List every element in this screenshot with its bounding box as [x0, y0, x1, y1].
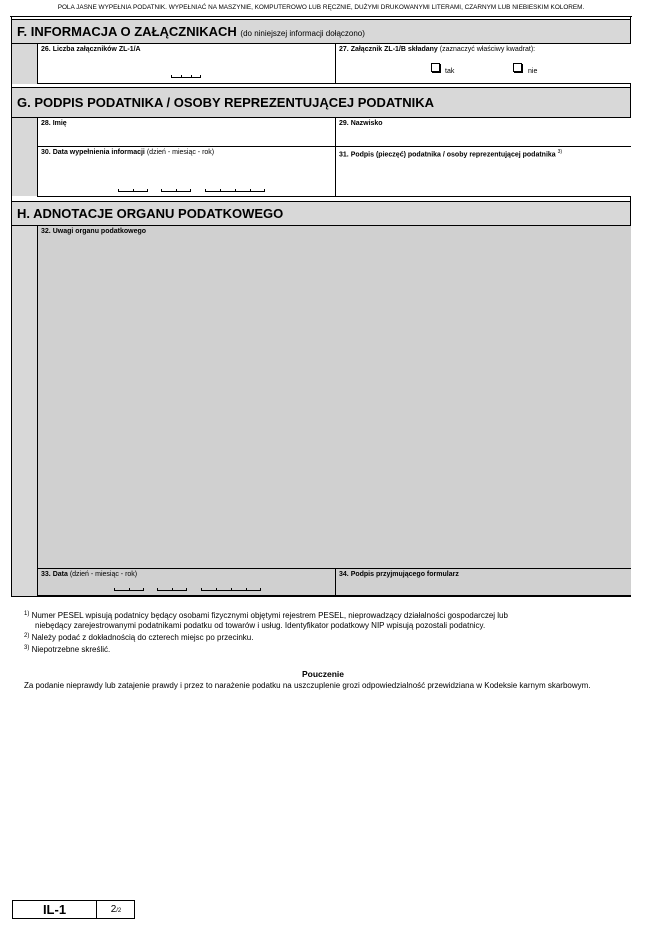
checkbox-yes[interactable]: [431, 63, 440, 72]
day-box: [118, 189, 133, 192]
page-number: [97, 901, 135, 918]
month-box: [172, 588, 187, 591]
section-f-title: F. INFORMACJA O ZAŁĄCZNIKACH: [17, 24, 237, 39]
month-box: [161, 189, 176, 192]
field-28-first-name[interactable]: [37, 118, 335, 147]
field-34-label: Podpis przyjmującego formularz: [350, 571, 459, 578]
page-total: /2: [116, 908, 122, 914]
field-32-office-remarks: [37, 226, 631, 569]
checkbox-yes-label: tak: [445, 68, 455, 75]
field-30-number: 30.: [41, 149, 51, 156]
field-34-receiver-signature: [335, 569, 631, 596]
footnote-1-ref: 1): [24, 611, 30, 617]
field-33-number: 33.: [41, 571, 51, 578]
footnote-1-text: Numer PESEL wpisują podatnicy będący osobami fizycznymi objętymi rejestrem PESEL, nieprowadzący działalności gospodarczej lub: [31, 611, 508, 620]
field-27-zl1b: [335, 44, 631, 84]
field-30-hint: (dzień - miesiąc - rok): [146, 149, 215, 156]
pouczenie-text: Za podanie nieprawdy lub zatajenie prawdy i przez to narażenie podatku na uszczuplenie grozi odpowiedzialność przewidziana w Kodeksie karnym skarbowym.: [24, 681, 591, 690]
field-33-hint: (dzień - miesiąc - rok): [69, 571, 138, 578]
year-box: [231, 588, 246, 591]
day-box: [133, 189, 148, 192]
year-box: [216, 588, 231, 591]
field-27-number: 27.: [339, 46, 349, 53]
field-28-label: Imię: [52, 120, 67, 127]
field-33-office-date: [37, 569, 335, 596]
fill-instructions: POLA JASNE WYPEŁNIA PODATNIK. WYPEŁNIAĆ NA MASZYNIE, KOMPUTEROWO LUB RĘCZNIE, DUŻYMI DRUKOWANYMI LITERAMI, CZARNYM LUB NIEBIESKIM KOLOREM.: [57, 4, 585, 11]
field-26-label: Liczba załączników ZL-1/A: [52, 46, 141, 53]
section-f-subtitle: (do niniejszej informacji dołączono): [240, 29, 365, 38]
digit-box: [181, 75, 191, 78]
field-31-footnote-ref: 3): [557, 149, 563, 155]
form-code: IL-1: [13, 901, 97, 918]
field-29-number: 29.: [339, 120, 349, 127]
footnote-3-text: Niepotrzebne skreślić.: [31, 645, 111, 654]
footnote-2-ref: 2): [24, 633, 30, 639]
year-box: [235, 189, 250, 192]
field-29-last-name[interactable]: [335, 118, 631, 147]
digit-box: [191, 75, 201, 78]
section-h-margin: [12, 226, 37, 596]
footnote-1: [24, 609, 624, 621]
field-31-signature[interactable]: [335, 147, 631, 197]
field-30-label: Data wypełnienia informacji: [52, 149, 145, 156]
field-32-number: 32.: [41, 228, 51, 235]
month-box: [176, 189, 191, 192]
field-26-number: 26.: [41, 46, 51, 53]
section-h-header: [12, 201, 630, 226]
year-box: [220, 189, 235, 192]
checkbox-no[interactable]: [513, 63, 522, 72]
field-31-number: 31.: [339, 151, 349, 159]
checkbox-no-label: nie: [528, 68, 538, 75]
year-box: [250, 189, 265, 192]
field-30-fill-date[interactable]: [37, 147, 335, 197]
field-31-label: Podpis (pieczęć) podatnika / osoby reprezentującej podatnika: [350, 151, 556, 159]
section-f-margin: [12, 44, 37, 84]
day-box: [114, 588, 129, 591]
year-box: [205, 189, 220, 192]
pouczenie-title: Pouczenie: [301, 669, 345, 679]
field-27-label: Załącznik ZL-1/B składany: [350, 46, 438, 53]
day-box: [129, 588, 144, 591]
year-box: [201, 588, 216, 591]
field-29-label: Nazwisko: [350, 120, 383, 127]
footnote-2-text: Należy podać z dokładnością do czterech miejsc po przecinku.: [31, 633, 254, 642]
footnotes: [24, 609, 624, 655]
footnote-1-cont: niebędący zarejestrowanymi podatnikami podatku od towarów i usług. Identyfikator podatkowy NIP wpisują pozostali podatnicy.: [35, 621, 486, 630]
field-33-label: Data: [52, 571, 68, 578]
footnote-3: [24, 643, 624, 655]
field-27-hint: (zaznaczyć właściwy kwadrat):: [439, 46, 536, 53]
footnote-2: [24, 631, 624, 643]
footnote-3-ref: 3): [24, 645, 30, 651]
section-g-margin: [12, 118, 37, 196]
page-current: 2: [110, 904, 117, 915]
section-g-header: [12, 87, 630, 118]
field-26-attachments-count[interactable]: [37, 44, 335, 84]
field-34-number: 34.: [339, 571, 349, 578]
field-32-label: Uwagi organu podatkowego: [52, 228, 147, 235]
form-id-box: [12, 900, 135, 919]
month-box: [157, 588, 172, 591]
digit-box: [171, 75, 181, 78]
section-h-title: H. ADNOTACJE ORGANU PODATKOWEGO: [17, 206, 284, 221]
section-f-header: [12, 19, 630, 44]
year-box: [246, 588, 261, 591]
section-g-title: G. PODPIS PODATNIKA / OSOBY REPREZENTUJĄCEJ PODATNIKA: [17, 95, 435, 110]
field-28-number: 28.: [41, 120, 51, 127]
